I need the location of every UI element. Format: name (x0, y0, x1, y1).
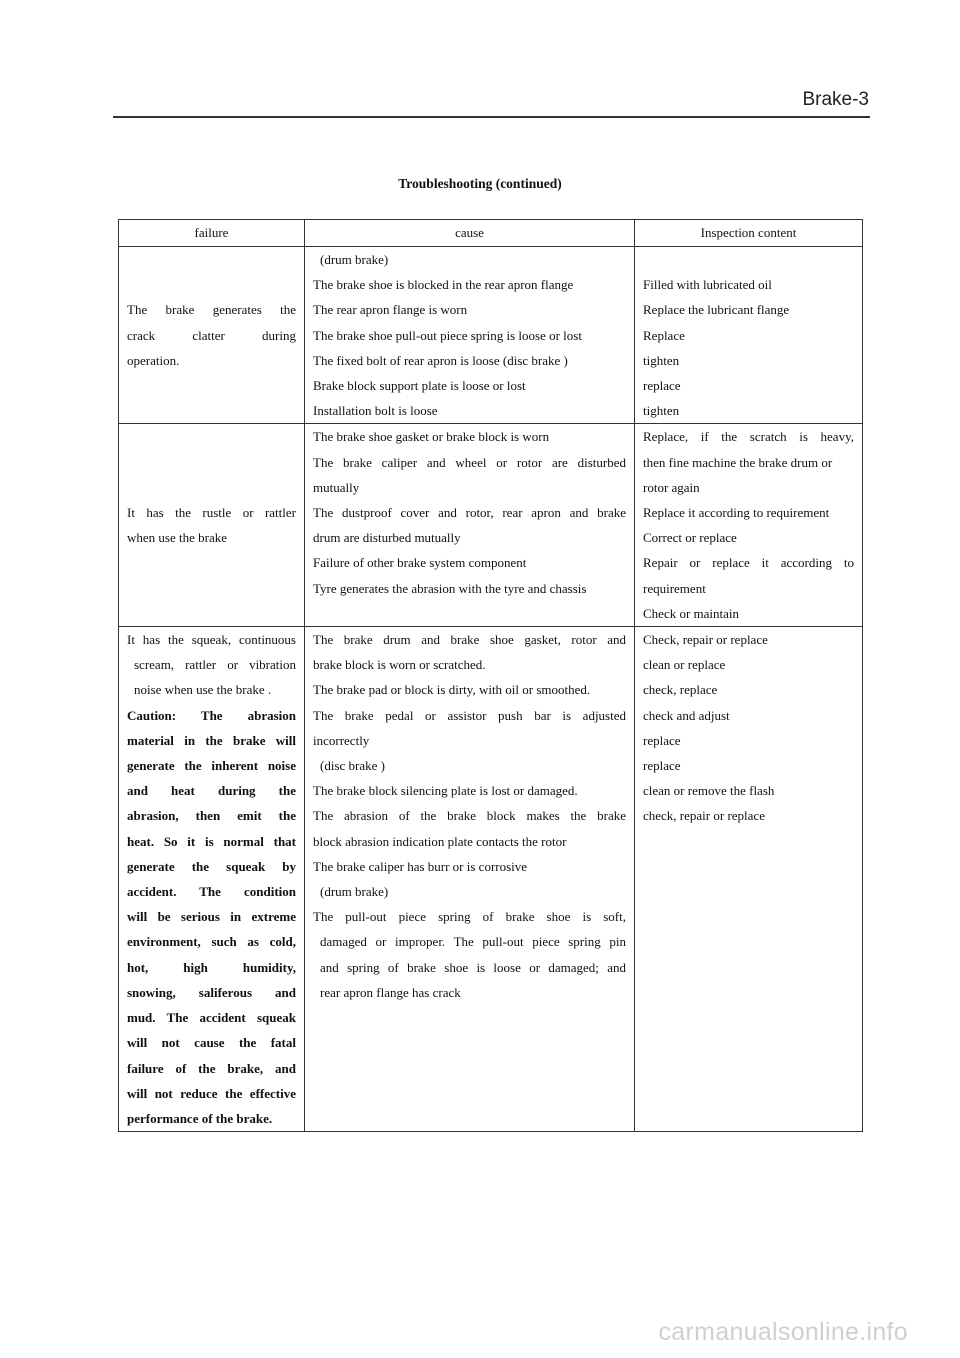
inspection-line: Repair or replace it according to (643, 555, 854, 571)
inspection-line: tighten (643, 403, 680, 419)
cause-cell (305, 247, 635, 424)
table-row (119, 424, 863, 627)
column-header-inspection: Inspection content (635, 220, 863, 247)
cause-line: The brake block silencing plate is lost or damaged. (313, 783, 578, 799)
cause-line: (drum brake) (320, 252, 389, 267)
inspection-line: clean or remove the flash (643, 783, 775, 799)
cause-line: The brake shoe gasket or brake block is worn (313, 429, 550, 445)
inspection-cell (635, 247, 863, 424)
failure-cell (119, 247, 305, 424)
inspection-line: check, repair or replace (643, 808, 765, 824)
cause-line: rear apron flange has crack (320, 984, 461, 1000)
failure-line: operation. (127, 352, 180, 368)
cause-line: brake block is worn or scratched. (313, 657, 486, 673)
cause-line: The abrasion of the brake block makes the brake (313, 808, 626, 824)
inspection-line: Correct or replace (643, 530, 737, 546)
inspection-line (643, 247, 854, 272)
cause-line: The fixed bolt of rear apron is loose (disc brake ) (313, 352, 568, 368)
failure-line: scream, rattler or vibration (134, 657, 296, 673)
inspection-line: check, replace (643, 682, 718, 698)
column-header-failure: failure (119, 220, 305, 247)
failure-line: when use the brake (127, 530, 227, 546)
cause-line: Brake block support plate is loose or lost (313, 378, 526, 394)
column-header-cause: cause (305, 220, 635, 247)
inspection-line: then fine machine the brake drum or (643, 454, 833, 470)
cause-line: The brake pedal or assistor push bar is adjusted (313, 707, 626, 723)
failure-line: The brake generates the (127, 302, 296, 318)
caution-line: mud. The accident squeak (127, 1010, 296, 1026)
cause-line: The brake pad or block is dirty, with oil or smoothed. (313, 682, 591, 698)
cause-line: block abrasion indication plate contacts the rotor (313, 833, 567, 849)
inspection-line: rotor again (643, 479, 700, 495)
cause-cell (305, 627, 635, 1132)
inspection-line: replace (643, 732, 681, 748)
inspection-line: replace (643, 378, 681, 394)
caution-line: will not cause the fatal (127, 1035, 296, 1051)
inspection-line: Replace it according to requirement (643, 505, 830, 521)
inspection-line: Filled with lubricated oil (643, 277, 772, 293)
caution-line: hot, high humidity, (127, 959, 296, 975)
failure-line: crack clatter during (127, 327, 296, 343)
cause-line: (disc brake ) (320, 758, 385, 774)
cause-line: Installation bolt is loose (313, 403, 438, 419)
caution-line: generate the squeak by (127, 858, 296, 874)
inspection-line: replace (643, 758, 681, 774)
inspection-line: Replace, if the scratch is heavy, (643, 429, 854, 445)
inspection-cell (635, 627, 863, 1132)
cause-line: The brake shoe is blocked in the rear apron flange (313, 277, 574, 293)
inspection-line: tighten (643, 352, 680, 368)
inspection-line: Check or maintain (643, 605, 740, 621)
cause-cell (305, 424, 635, 627)
cause-line: The pull-out piece spring of brake shoe is soft, (313, 909, 626, 925)
page-header: Brake-3 (802, 89, 869, 110)
failure-line: It has the rustle or rattler (127, 505, 296, 521)
failure-line: It has the squeak, continuous (127, 632, 296, 648)
cause-line: Failure of other brake system component (313, 555, 527, 571)
cause-line: The brake caliper has burr or is corrosive (313, 858, 528, 874)
header-rule (113, 116, 870, 118)
watermark: carmanualsonline.info (658, 1318, 908, 1346)
caution-line: and heat during the (127, 783, 296, 799)
page-title: Troubleshooting (continued) (398, 176, 562, 191)
cause-line: The rear apron flange is worn (313, 302, 468, 318)
inspection-line: Check, repair or replace (643, 632, 768, 648)
caution-line: generate the inherent noise (127, 758, 296, 774)
caution-line: failure of the brake, and (127, 1060, 296, 1076)
table-row (119, 627, 863, 1132)
cause-line: and spring of brake shoe is loose or damaged; and (320, 959, 626, 975)
table-row (119, 247, 863, 424)
caution-line: performance of the brake. (127, 1110, 273, 1126)
inspection-line: requirement (643, 580, 706, 596)
cause-line: (drum brake) (320, 884, 389, 900)
table-header-row (119, 220, 863, 247)
caution-line: material in the brake will (127, 732, 296, 748)
inspection-line: Replace (643, 327, 685, 343)
caution-line: will not reduce the effective (127, 1085, 296, 1101)
cause-line: The dustproof cover and rotor, rear apron and brake (313, 505, 626, 521)
inspection-cell (635, 424, 863, 627)
caution-line: snowing, saliferous and (127, 984, 296, 1000)
cause-line: damaged or improper. The pull-out piece spring pin (320, 934, 626, 950)
inspection-line: Replace the lubricant flange (643, 302, 790, 318)
cause-line: The brake drum and brake shoe gasket, rotor and (313, 632, 626, 648)
cause-line: The brake caliper and wheel or rotor are disturbed (313, 454, 626, 470)
failure-line: noise when use the brake . (134, 682, 272, 698)
failure-cell (119, 424, 305, 627)
cause-line: drum are disturbed mutually (313, 530, 461, 546)
caution-line: Caution: The abrasion (127, 707, 296, 723)
cause-line: Tyre generates the abrasion with the tyre and chassis (313, 580, 587, 596)
caution-line: will be serious in extreme (127, 909, 296, 925)
caution-line: environment, such as cold, (127, 934, 296, 950)
failure-cell (119, 627, 305, 1132)
inspection-line: check and adjust (643, 707, 730, 723)
cause-line: The brake shoe pull-out piece spring is loose or lost (313, 327, 582, 343)
cause-line: incorrectly (313, 732, 370, 748)
caution-line: accident. The condition (127, 884, 296, 900)
cause-line: mutually (313, 479, 360, 495)
caution-line: heat. So it is normal that (127, 833, 296, 849)
troubleshooting-table (118, 219, 863, 1132)
caution-line: abrasion, then emit the (127, 808, 296, 824)
inspection-line: clean or replace (643, 657, 726, 673)
